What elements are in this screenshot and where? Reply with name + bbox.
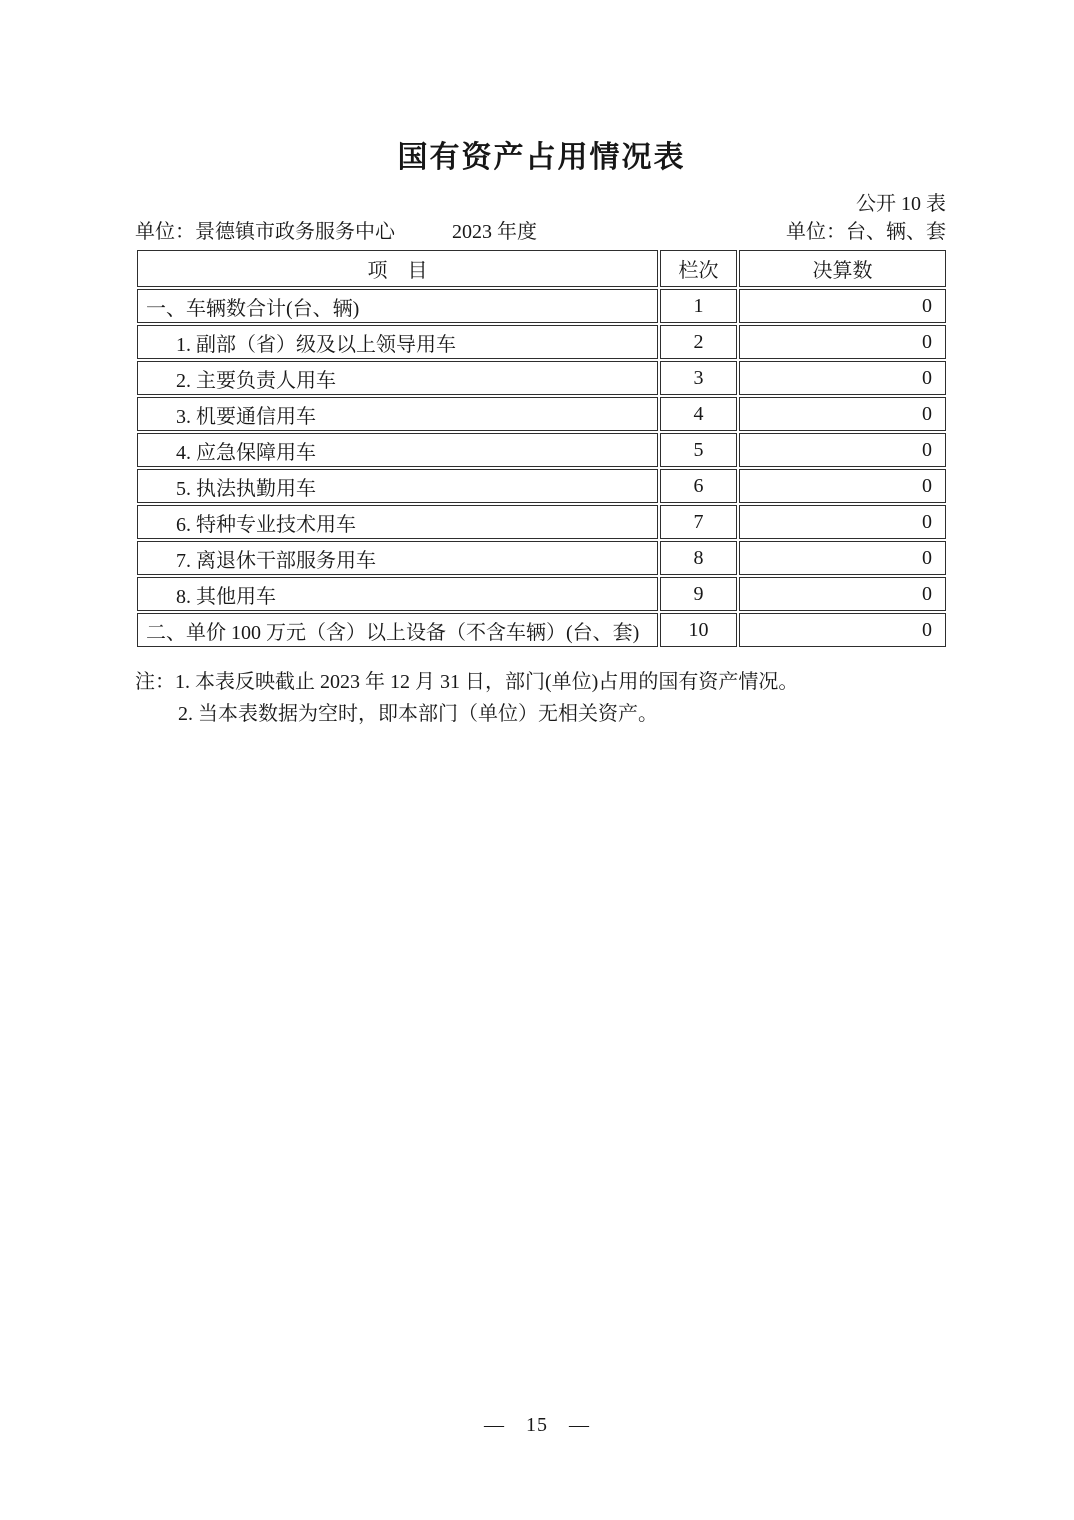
- page-number: — 15 —: [484, 1414, 590, 1436]
- table-row: [137, 577, 946, 611]
- note-line-2: 2. 当本表数据为空时，即本部门（单位）无相关资产。: [178, 703, 658, 725]
- final-amount-cell: 0: [739, 577, 946, 611]
- note-prefix: 注：: [135, 671, 175, 693]
- item-label-cell: 1. 副部（省）级及以上领导用车: [137, 325, 658, 359]
- final-amount-cell: 0: [739, 325, 946, 359]
- column-no-cell: 1: [660, 289, 737, 323]
- item-label-cell: 一、车辆数合计(台、辆): [137, 289, 658, 323]
- page-title: 国有资产占用情况表: [397, 141, 686, 174]
- table-meta-row: [135, 219, 948, 245]
- final-amount-cell: 0: [739, 613, 946, 647]
- item-label-cell: 二、单价 100 万元（含）以上设备（不含车辆）(台、套): [137, 613, 658, 647]
- item-label-cell: 2. 主要负责人用车: [137, 361, 658, 395]
- item-label-cell: 8. 其他用车: [137, 577, 658, 611]
- final-amount-cell: 0: [739, 541, 946, 575]
- column-no-cell: 3: [660, 361, 737, 395]
- table-row: [137, 361, 946, 395]
- note-1-text: 1. 本表反映截止 2023 年 12 月 31 日，部门(单位)占用的国有资产情况。: [175, 671, 799, 693]
- item-label-cell: 4. 应急保障用车: [137, 433, 658, 467]
- reporting-unit: 单位：景德镇市政务服务中心: [135, 221, 395, 243]
- final-amount-cell: 0: [739, 505, 946, 539]
- final-amount-cell: 0: [739, 289, 946, 323]
- column-no-cell: 8: [660, 541, 737, 575]
- table-row: [137, 289, 946, 323]
- table-header-row: [137, 250, 946, 287]
- table-row: [137, 397, 946, 431]
- col-header-column-no: 栏次: [660, 250, 737, 287]
- document-content: [135, 0, 948, 730]
- table-row: [137, 433, 946, 467]
- item-label-cell: 5. 执法执勤用车: [137, 469, 658, 503]
- note-line-1: [135, 666, 948, 698]
- table-row: [137, 325, 946, 359]
- asset-table-body: [137, 289, 946, 647]
- item-label-cell: 6. 特种专业技术用车: [137, 505, 658, 539]
- column-no-cell: 10: [660, 613, 737, 647]
- column-no-cell: 9: [660, 577, 737, 611]
- column-no-cell: 2: [660, 325, 737, 359]
- column-no-cell: 6: [660, 469, 737, 503]
- final-amount-cell: 0: [739, 397, 946, 431]
- notes-block: [135, 666, 948, 730]
- table-row: [137, 505, 946, 539]
- asset-occupancy-table: [135, 248, 948, 649]
- fiscal-year: 2023 年度: [452, 221, 537, 243]
- item-label-cell: 7. 离退休干部服务用车: [137, 541, 658, 575]
- table-row: [137, 469, 946, 503]
- final-amount-cell: 0: [739, 361, 946, 395]
- table-row: [137, 613, 946, 647]
- public-table-label: 公开 10 表: [856, 193, 946, 215]
- table-row: [137, 541, 946, 575]
- column-no-cell: 5: [660, 433, 737, 467]
- column-no-cell: 7: [660, 505, 737, 539]
- col-header-final-amount: 决算数: [739, 250, 946, 287]
- item-label-cell: 3. 机要通信用车: [137, 397, 658, 431]
- final-amount-cell: 0: [739, 433, 946, 467]
- col-header-item: 项 目: [137, 250, 658, 287]
- final-amount-cell: 0: [739, 469, 946, 503]
- column-no-cell: 4: [660, 397, 737, 431]
- measure-units: 单位：台、辆、套: [786, 221, 946, 243]
